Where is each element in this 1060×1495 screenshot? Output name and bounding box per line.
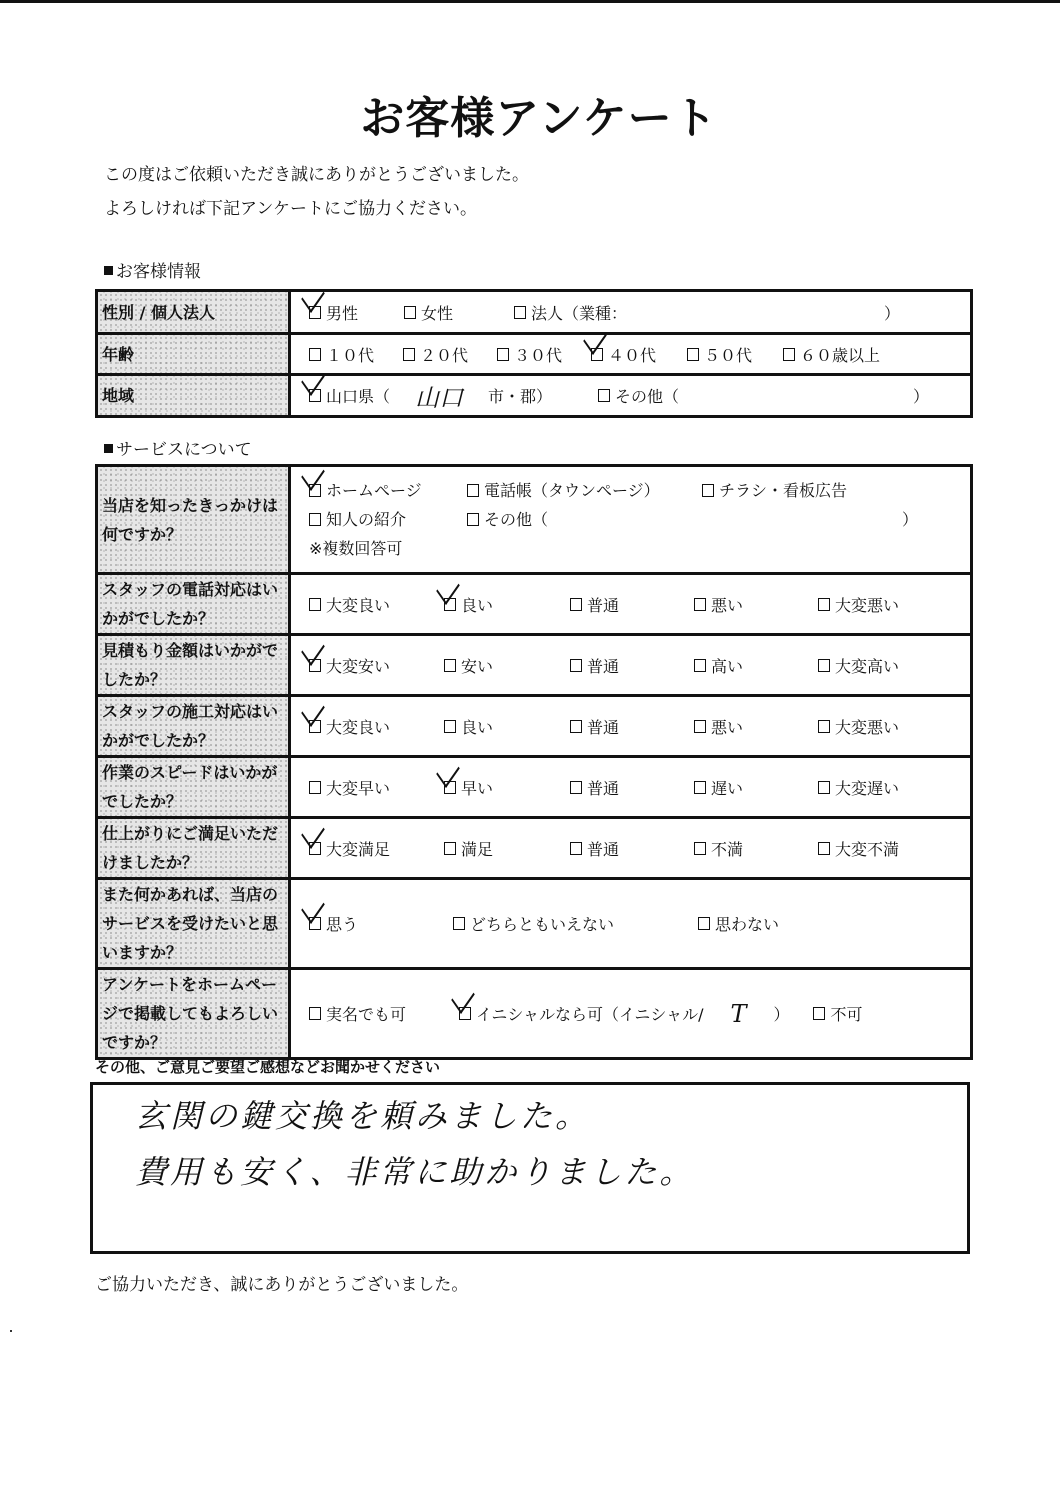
checkbox-icon[interactable] (497, 348, 509, 361)
checkbox-icon[interactable] (309, 513, 321, 526)
checkbox-icon[interactable] (694, 659, 706, 672)
age-label: 年齢 (97, 334, 290, 375)
checkbox-checked-icon[interactable] (309, 484, 321, 497)
estimate-row (97, 635, 972, 696)
option-very-dissatisfied[interactable]: 大変不満 (818, 837, 899, 860)
option-very-satisfied[interactable]: 大変満足 (309, 837, 444, 860)
checkbox-icon[interactable] (403, 348, 415, 361)
checkbox-icon[interactable] (570, 598, 582, 611)
checkbox-icon[interactable] (309, 598, 321, 611)
checkbox-icon[interactable] (813, 1007, 825, 1020)
region-label: 地域 (97, 375, 290, 417)
option-fast[interactable]: 早い (444, 776, 570, 799)
option-very-good[interactable]: 大変良い (309, 715, 444, 738)
option-very-bad[interactable]: 大変悪い (818, 715, 899, 738)
option-normal[interactable]: 普通 (570, 837, 694, 860)
estimate-label: 見積もり金額はいかがでしたか？ (97, 635, 290, 696)
checkbox-icon[interactable] (570, 842, 582, 855)
speed-label: 作業のスピードはいかがでしたか？ (97, 757, 290, 818)
option-bad[interactable]: 悪い (694, 593, 818, 616)
corporate-close-paren: ） (884, 303, 901, 323)
checkbox-icon[interactable] (818, 720, 830, 733)
option-referral[interactable]: 知人の紹介 (309, 505, 467, 534)
customer-info-table (95, 289, 973, 418)
option-expensive[interactable]: 高い (694, 654, 818, 677)
checkbox-icon[interactable] (783, 348, 795, 361)
satisfaction-row (97, 818, 972, 879)
service-section-heading: サービスについて (104, 435, 252, 460)
scan-edge (0, 0, 1060, 6)
option-female[interactable]: 女性 (404, 301, 514, 324)
checkbox-checked-icon[interactable] (309, 720, 321, 733)
intro-line-1: この度はご依頼いただき誠にありがとうございました。 (104, 165, 529, 185)
option-good[interactable]: 良い (444, 715, 570, 738)
option-very-bad[interactable]: 大変悪い (818, 593, 899, 616)
phone-response-row (97, 574, 972, 635)
discovery-label: 当店を知ったきっかけは何ですか？ (97, 466, 290, 574)
checkbox-icon[interactable] (598, 389, 610, 402)
option-initials[interactable]: イニシャルなら可（イニシャル/ (459, 1002, 703, 1025)
checkbox-icon[interactable] (570, 659, 582, 672)
option-normal[interactable]: 普通 (570, 593, 694, 616)
option-satisfied[interactable]: 満足 (444, 837, 570, 860)
initials-handwritten[interactable]: T (730, 999, 747, 1028)
reuse-label: また何かあれば、当店のサービスを受けたいと思いますか？ (97, 879, 290, 969)
checkbox-icon[interactable] (453, 917, 465, 930)
option-yes[interactable]: 思う (309, 912, 453, 935)
square-bullet-icon (104, 444, 113, 453)
option-corporate[interactable]: 法人（業種： (514, 301, 884, 324)
speed-row (97, 757, 972, 818)
scan-speck (10, 1330, 12, 1332)
initials-close-paren: ） (773, 1005, 790, 1024)
checkbox-icon[interactable] (570, 720, 582, 733)
checkbox-icon[interactable] (309, 781, 321, 794)
phone-response-label: スタッフの電話対応はいかがでしたか？ (97, 574, 290, 635)
checkbox-icon[interactable] (467, 513, 479, 526)
closing-message: ご協力いただき、誠にありがとうございました。 (95, 1275, 469, 1295)
city-suffix: 市・郡） (488, 387, 553, 406)
option-very-fast[interactable]: 大変早い (309, 776, 444, 799)
customer-section-heading: お客様情報 (104, 257, 201, 282)
option-homepage[interactable]: ホームページ (309, 476, 467, 505)
checkbox-icon[interactable] (309, 348, 321, 361)
checkbox-icon[interactable] (687, 348, 699, 361)
option-not-allowed[interactable]: 不可 (813, 1002, 862, 1025)
checkbox-icon[interactable] (698, 917, 710, 930)
option-real-name[interactable]: 実名でも可 (309, 1002, 459, 1025)
publish-row (97, 969, 972, 1059)
option-age-20s[interactable]: ２０代 (403, 343, 497, 366)
intro-line-2: よろしければ下記アンケートにご協力ください。 (104, 199, 477, 219)
checkbox-icon[interactable] (444, 659, 456, 672)
comments-box[interactable] (90, 1082, 970, 1254)
option-yamaguchi[interactable]: 山口県（ (309, 384, 390, 407)
checkbox-icon[interactable] (694, 598, 706, 611)
region-row (97, 375, 972, 417)
checkbox-checked-icon[interactable] (444, 598, 456, 611)
checkbox-icon[interactable] (818, 598, 830, 611)
option-age-30s[interactable]: ３０代 (497, 343, 591, 366)
comment-line-2: 費用も安く、非常に助かりました。 (135, 1153, 695, 1191)
checkbox-icon[interactable] (444, 842, 456, 855)
option-age-50s[interactable]: ５０代 (687, 343, 783, 366)
service-table (95, 464, 973, 1060)
checkbox-icon[interactable] (309, 1007, 321, 1020)
option-very-good[interactable]: 大変良い (309, 593, 444, 616)
checkbox-icon[interactable] (570, 781, 582, 794)
checkbox-icon[interactable] (467, 484, 479, 497)
checkbox-icon[interactable] (514, 306, 526, 319)
option-other-region[interactable]: その他（ (598, 384, 913, 407)
checkbox-icon[interactable] (444, 720, 456, 733)
checkbox-checked-icon[interactable] (309, 842, 321, 855)
option-phonebook[interactable]: 電話帳（タウンページ） (467, 476, 702, 505)
age-row (97, 334, 972, 375)
checkbox-icon[interactable] (818, 842, 830, 855)
square-bullet-icon (104, 266, 113, 275)
checkbox-icon[interactable] (702, 484, 714, 497)
option-normal[interactable]: 普通 (570, 715, 694, 738)
checkbox-icon[interactable] (818, 659, 830, 672)
checkbox-checked-icon[interactable] (309, 389, 321, 402)
checkbox-checked-icon[interactable] (444, 781, 456, 794)
checkbox-icon[interactable] (694, 781, 706, 794)
checkbox-icon[interactable] (404, 306, 416, 319)
option-age-40s[interactable]: ４０代 (591, 343, 687, 366)
comments-label: その他、ご意見ご要望ご感想などお聞かせください (95, 1058, 441, 1076)
construction-response-label: スタッフの施工対応はいかがでしたか？ (97, 696, 290, 757)
reuse-row (97, 879, 972, 969)
option-male[interactable]: 男性 (309, 301, 404, 324)
construction-response-row (97, 696, 972, 757)
option-dissatisfied[interactable]: 不満 (694, 837, 818, 860)
multiple-answers-note: ※複数回答可 (309, 539, 403, 558)
other-source-close-paren: ） (902, 510, 919, 529)
option-neither[interactable]: どちらともいえない (453, 912, 698, 935)
option-other-source[interactable]: その他（ (467, 505, 902, 534)
discovery-row (97, 466, 972, 574)
option-bad[interactable]: 悪い (694, 715, 818, 738)
publish-label: アンケートをホームページで掲載してもよろしいですか？ (97, 969, 290, 1059)
option-slow[interactable]: 遅い (694, 776, 818, 799)
city-handwritten[interactable]: 山口 (415, 384, 464, 412)
checkbox-checked-icon[interactable] (309, 659, 321, 672)
checkbox-checked-icon[interactable] (309, 917, 321, 930)
option-very-expensive[interactable]: 大変高い (818, 654, 899, 677)
other-region-close-paren: ） (913, 387, 930, 406)
option-flyer[interactable]: チラシ・看板広告 (702, 476, 847, 505)
option-age-60plus[interactable]: ６０歳以上 (783, 343, 880, 366)
checkbox-icon[interactable] (694, 842, 706, 855)
checkbox-icon[interactable] (818, 781, 830, 794)
option-age-10s[interactable]: １０代 (309, 343, 403, 366)
checkbox-checked-icon[interactable] (459, 1007, 471, 1020)
comment-line-1: 玄関の鍵交換を頼みました。 (135, 1097, 591, 1135)
option-cheap[interactable]: 安い (444, 654, 570, 677)
satisfaction-label: 仕上がりにご満足いただけましたか？ (97, 818, 290, 879)
checkbox-icon[interactable] (694, 720, 706, 733)
option-very-slow[interactable]: 大変遅い (818, 776, 899, 799)
gender-label: 性別 / 個人法人 (97, 291, 290, 334)
checkbox-checked-icon[interactable] (591, 348, 603, 361)
gender-row (97, 291, 972, 334)
option-no[interactable]: 思わない (698, 912, 779, 935)
option-normal[interactable]: 普通 (570, 654, 694, 677)
option-good[interactable]: 良い (444, 593, 570, 616)
checkbox-checked-icon[interactable] (309, 306, 321, 319)
option-normal[interactable]: 普通 (570, 776, 694, 799)
page-title: お客様アンケート (360, 93, 718, 144)
option-very-cheap[interactable]: 大変安い (309, 654, 444, 677)
